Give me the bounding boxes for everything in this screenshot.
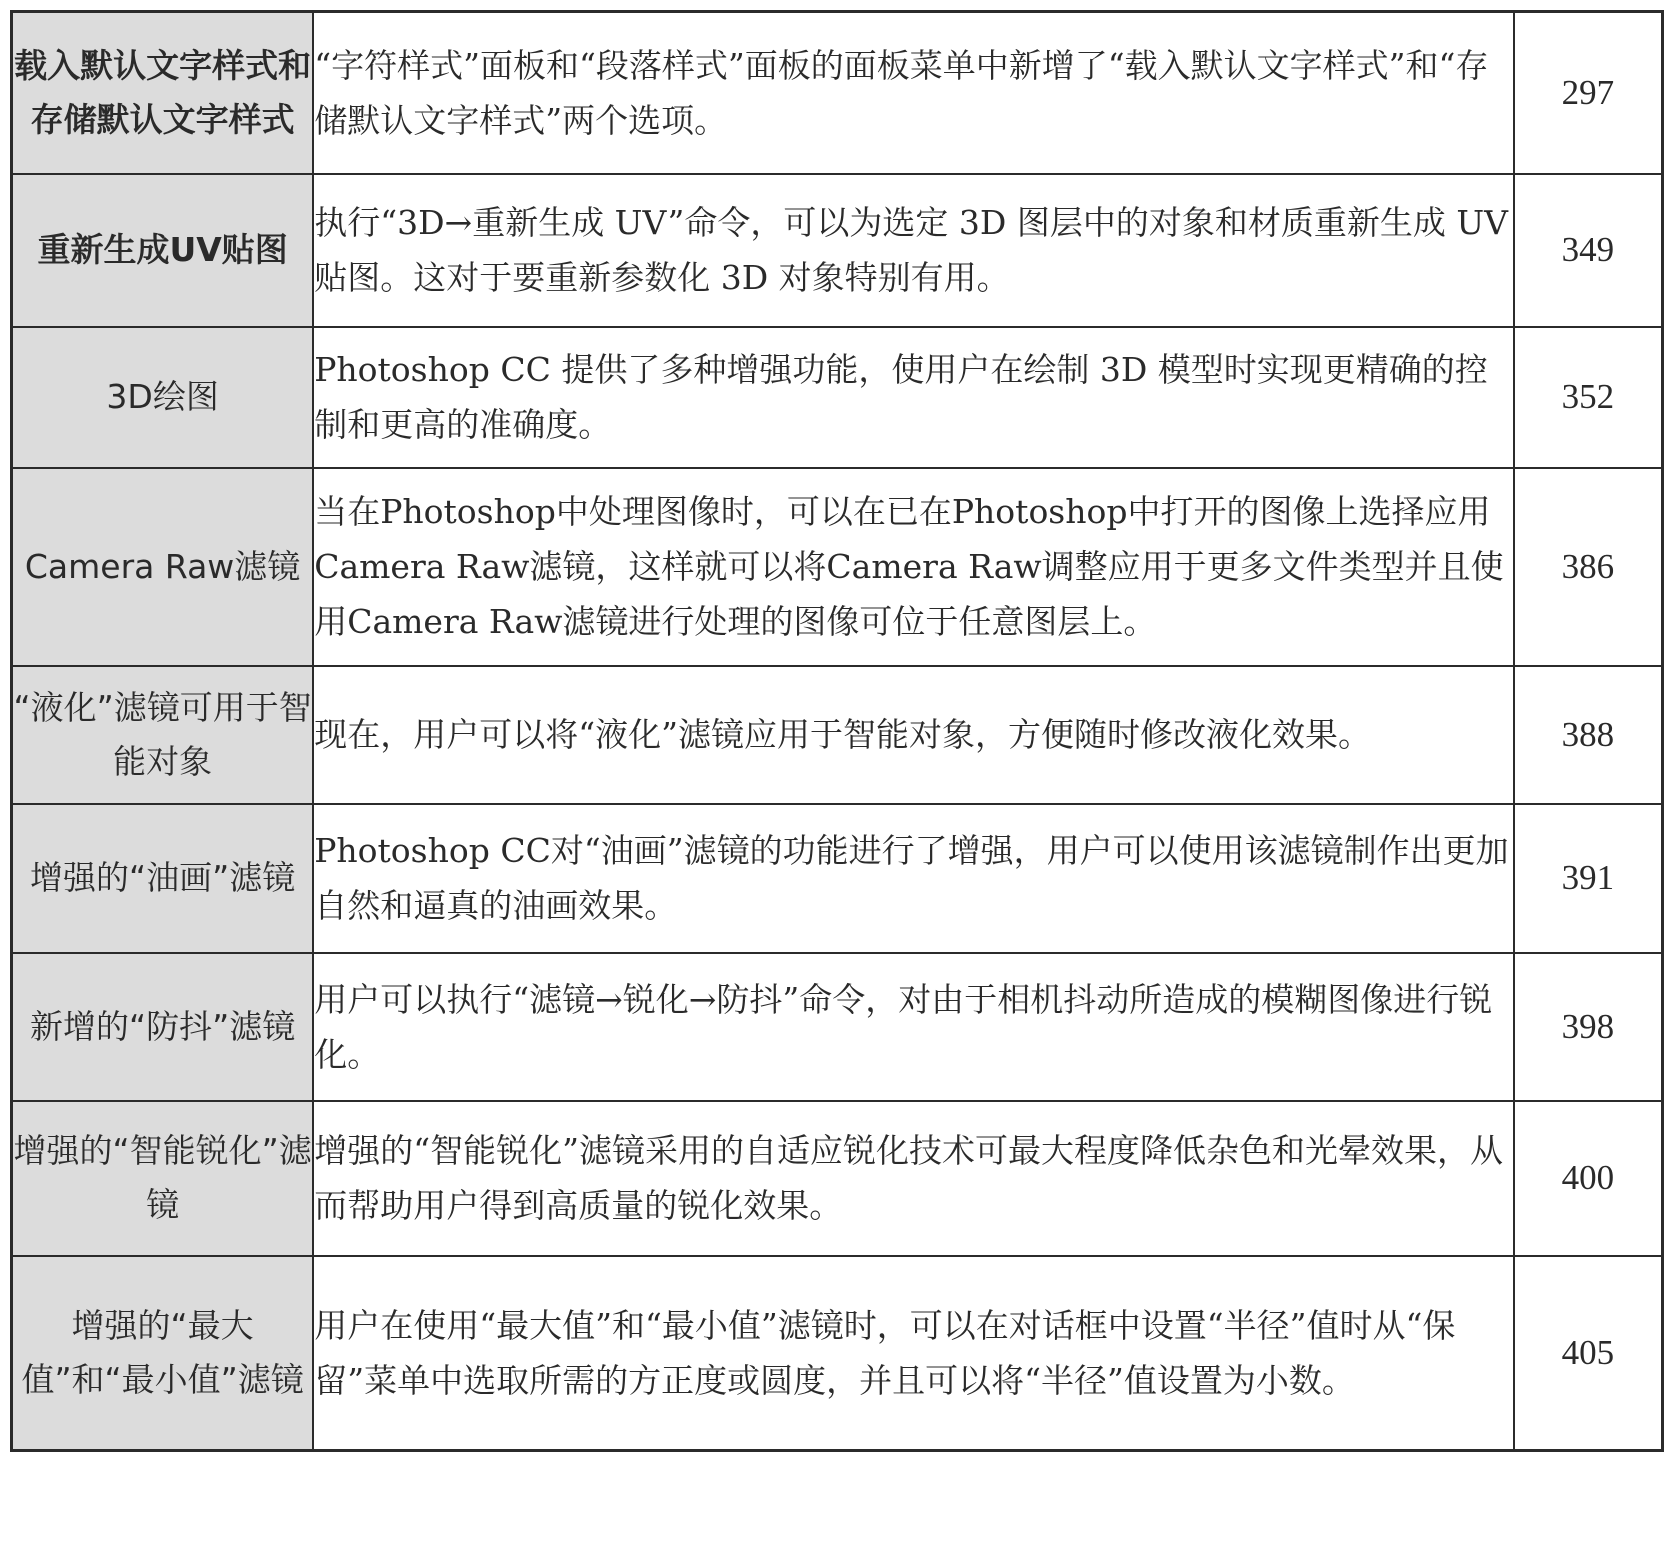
feature-name: “液化”滤镜可用于智能对象 — [12, 666, 314, 804]
feature-description: 用户可以执行“滤镜→锐化→防抖”命令，对由于相机抖动所造成的模糊图像进行锐化。 — [313, 953, 1514, 1101]
page-number: 386 — [1514, 468, 1663, 666]
page-number: 391 — [1514, 804, 1663, 953]
table-row — [12, 12, 1663, 174]
feature-description: Photoshop CC对“油画”滤镜的功能进行了增强，用户可以使用该滤镜制作出更加自然和逼真的油画效果。 — [313, 804, 1514, 953]
table-row — [12, 1101, 1663, 1256]
feature-name: 增强的“智能锐化”滤镜 — [12, 1101, 314, 1256]
feature-description: “字符样式”面板和“段落样式”面板的面板菜单中新增了“载入默认文字样式”和“存储默认文字样式”两个选项。 — [313, 12, 1514, 174]
feature-name: 增强的“最大值”和“最小值”滤镜 — [12, 1256, 314, 1451]
page-number: 297 — [1514, 12, 1663, 174]
feature-description: Photoshop CC 提供了多种增强功能，使用户在绘制 3D 模型时实现更精确的控制和更高的准确度。 — [313, 327, 1514, 468]
feature-description: 现在，用户可以将“液化”滤镜应用于智能对象，方便随时修改液化效果。 — [313, 666, 1514, 804]
table-row — [12, 953, 1663, 1101]
table-row — [12, 174, 1663, 327]
table-row — [12, 666, 1663, 804]
feature-description: 执行“3D→重新生成 UV”命令，可以为选定 3D 图层中的对象和材质重新生成 UV 贴图。这对于要重新参数化 3D 对象特别有用。 — [313, 174, 1514, 327]
table-row — [12, 327, 1663, 468]
feature-name: 新增的“防抖”滤镜 — [12, 953, 314, 1101]
feature-name: Camera Raw滤镜 — [12, 468, 314, 666]
page-number: 400 — [1514, 1101, 1663, 1256]
page-number: 349 — [1514, 174, 1663, 327]
feature-description: 当在Photoshop中处理图像时，可以在已在Photoshop中打开的图像上选择应用Camera Raw滤镜，这样就可以将Camera Raw调整应用于更多文件类型并且使用Camera Raw滤镜进行处理的图像可位于任意图层上。 — [313, 468, 1514, 666]
page-number: 388 — [1514, 666, 1663, 804]
feature-name: 重新生成UV贴图 — [12, 174, 314, 327]
feature-name: 3D绘图 — [12, 327, 314, 468]
feature-description: 用户在使用“最大值”和“最小值”滤镜时，可以在对话框中设置“半径”值时从“保留”菜单中选取所需的方正度或圆度，并且可以将“半径”值设置为小数。 — [313, 1256, 1514, 1451]
page-number: 398 — [1514, 953, 1663, 1101]
page-number: 352 — [1514, 327, 1663, 468]
page-number: 405 — [1514, 1256, 1663, 1451]
feature-table-container — [10, 10, 1664, 1452]
new-features-table — [10, 10, 1664, 1452]
table-row — [12, 468, 1663, 666]
feature-name: 增强的“油画”滤镜 — [12, 804, 314, 953]
table-row — [12, 804, 1663, 953]
table-row — [12, 1256, 1663, 1451]
feature-name: 载入默认文字样式和存储默认文字样式 — [12, 12, 314, 174]
feature-description: 增强的“智能锐化”滤镜采用的自适应锐化技术可最大程度降低杂色和光晕效果，从而帮助用户得到高质量的锐化效果。 — [313, 1101, 1514, 1256]
